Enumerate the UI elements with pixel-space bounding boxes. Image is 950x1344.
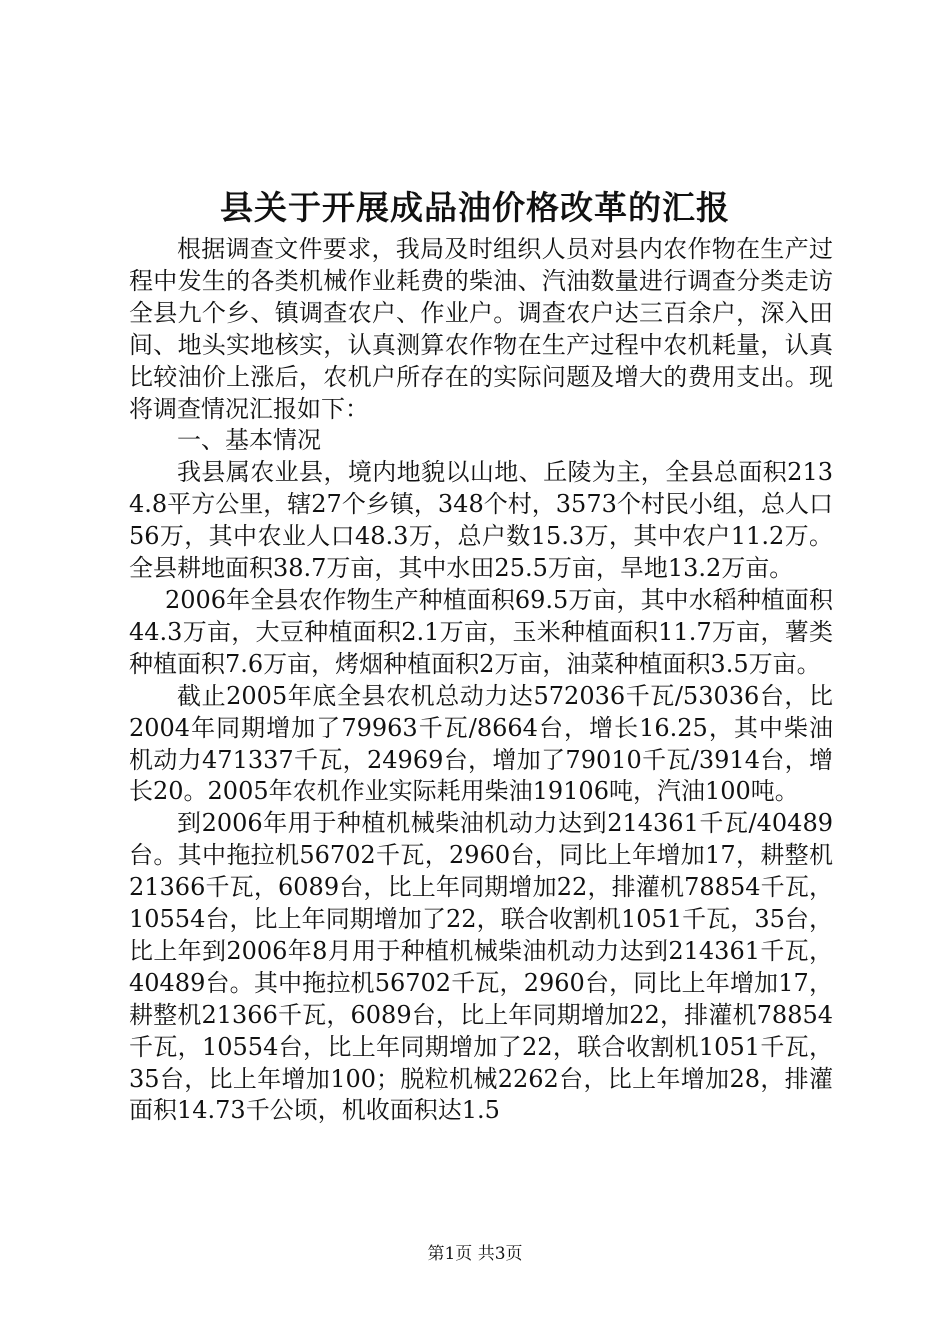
document-body — [129, 234, 833, 1127]
paragraph-county-overview: 我县属农业县，境内地貌以山地、丘陵为主，全县总面积2134.8平方公里，辖27个乡镇，348个村，3573个村民小组，总人口56万，其中农业人口48.3万，总户数15.3万，其中农户11.2万。全县耕地面积38.7万亩，其中水田25.5万亩，旱地13.2万亩。 — [129, 458, 833, 583]
paragraph-intro: 根据调查文件要求，我局及时组织人员对县内农作物在生产过程中发生的各类机械作业耗费的柴油、汽油数量进行调查分类走访全县九个乡、镇调查农户、作业户。调查农户达三百余户，深入田间、地头实地核实，认真测算农作物在生产过程中农机耗量，认真比较油价上涨后，农机户所存在的实际问题及增大的费用支出。现将调查情况汇报如下： — [129, 235, 833, 423]
paragraph-machinery-power-2005: 截止2005年底全县农机总动力达572036千瓦/53036台，比2004年同期增加了79963千瓦/8664台，增长16.25，其中柴油机动力471337千瓦，24969台，增加了79010千瓦/3914台，增长20。2005年农机作业实际耗用柴油19106吨，汽油100吨。 — [129, 681, 833, 806]
page-number-footer: 第1页 共3页 — [427, 1244, 523, 1264]
section-heading-basic-situation: 一、基本情况 — [177, 426, 321, 455]
paragraph-machinery-power-2006: 到2006年用于种植机械柴油机动力达到214361千瓦/40489台。其中拖拉机56702千瓦，2960台，同比上年增加17，耕整机21366千瓦，6089台，比上年同期增加22，排灌机78854千瓦，10554台，比上年同期增加了22，联合收割机1051千瓦，35台，比上年到2006年8月用于种植机械柴油机动力达到214361千瓦，40489台。其中拖拉机56702千瓦，2960台，同比上年增加17，耕整机21366千瓦，6089台，比上年同期增加22，排灌机78854千瓦，10554台，比上年同期增加了22，联合收割机1051千瓦，35台，比上年增加100；脱粒机械2262台，比上年增加28，排灌面积14.73千公顷，机收面积达1.5 — [129, 809, 833, 1125]
paragraph-planting-area: 2006年全县农作物生产种植面积69.5万亩，其中水稻种植面积44.3万亩，大豆种植面积2.1万亩，玉米种植面积11.7万亩，薯类种植面积7.6万亩，烤烟种植面积2万亩，油菜种植面积3.5万亩。 — [129, 585, 833, 678]
document-title: 县关于开展成品油价格改革的汇报 — [220, 188, 730, 227]
